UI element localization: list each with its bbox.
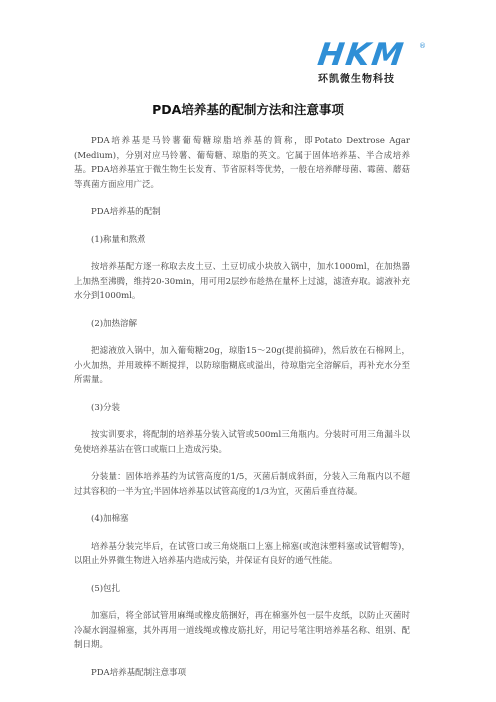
step-paragraph: 分装量：固体培养基约为试管高度的1/5，灭菌后制成斜面，分装入三角瓶内以不超过其容积的一半为宜;半固体培养基以试管高度的1/3为宜，灭菌后垂直待凝。 — [74, 472, 410, 497]
section-heading: PDA培养基配制注意事项 — [91, 667, 187, 678]
step-heading: (4)加棉塞 — [91, 514, 129, 524]
document-title: PDA培养基的配制方法和注意事项 — [152, 102, 344, 117]
step-heading: (5)包扎 — [91, 583, 121, 594]
step-heading: (3)分装 — [91, 402, 121, 413]
step-heading: (2)加热溶解 — [91, 318, 138, 329]
registered-mark: ® — [419, 42, 426, 50]
step-paragraph: 把滤液放入锅中，加入葡萄糖20g，琼脂15～20g(提前搞碎)，然后放在石棉网上，小火加热，并用玻棒不断搅拌，以防琼脂糊底或溢出，待琼脂完全溶解后，再补充水分至所需量。 — [74, 346, 410, 385]
document-body — [74, 134, 410, 693]
step-paragraph: 加塞后，将全部试管用麻绳或橡皮筋捆好，再在棉塞外包一层牛皮纸，以防止灭菌时冷凝水润湿棉塞，其外再用一道线绳或橡皮筋扎好，用记号笔注明培养基名称、组别、配制日期。 — [74, 611, 410, 650]
logo-mark: HKM — [315, 37, 408, 73]
step-heading: (1)称量和熬煮 — [91, 234, 146, 245]
section-heading: PDA培养基的配制 — [91, 207, 161, 217]
company-logo — [315, 37, 426, 85]
step-paragraph: 培养基分装完毕后，在试管口或三角烧瓶口上塞上棉塞(或泡沫塑料塞或试管帽等)，以阻止外界微生物进入培养基内造成污染，并保证有良好的通气性能。 — [74, 541, 410, 566]
intro-paragraph: PDA培养基是马铃薯葡萄糖琼脂培养基的简称，即Potato Dextrose Agar (Medium)，分别对应马铃薯、葡萄糖、琼脂的英文。它属于固体培养基、半合成培养基。PDA培养基宜于微生物生长发育、节省原料等优势，一般在培养酵母菌、霉菌、蘑菇等真菌方面应用广泛。 — [74, 136, 410, 190]
step-paragraph: 按实训要求，将配制的培养基分装入试管或500ml三角瓶内。分装时可用三角漏斗以免使培养基沾在管口或瓶口上造成污染。 — [74, 430, 410, 455]
step-paragraph: 按培养基配方逐一称取去皮土豆、土豆切成小块放入锅中，加水1000ml，在加热器上加热至沸腾，维持20-30min，用可用2层纱布趁热在量杯上过滤，滤渣弃取。滤液补充水分到1000ml。 — [74, 262, 410, 301]
company-name: 环凯微生物科技 — [318, 74, 395, 85]
